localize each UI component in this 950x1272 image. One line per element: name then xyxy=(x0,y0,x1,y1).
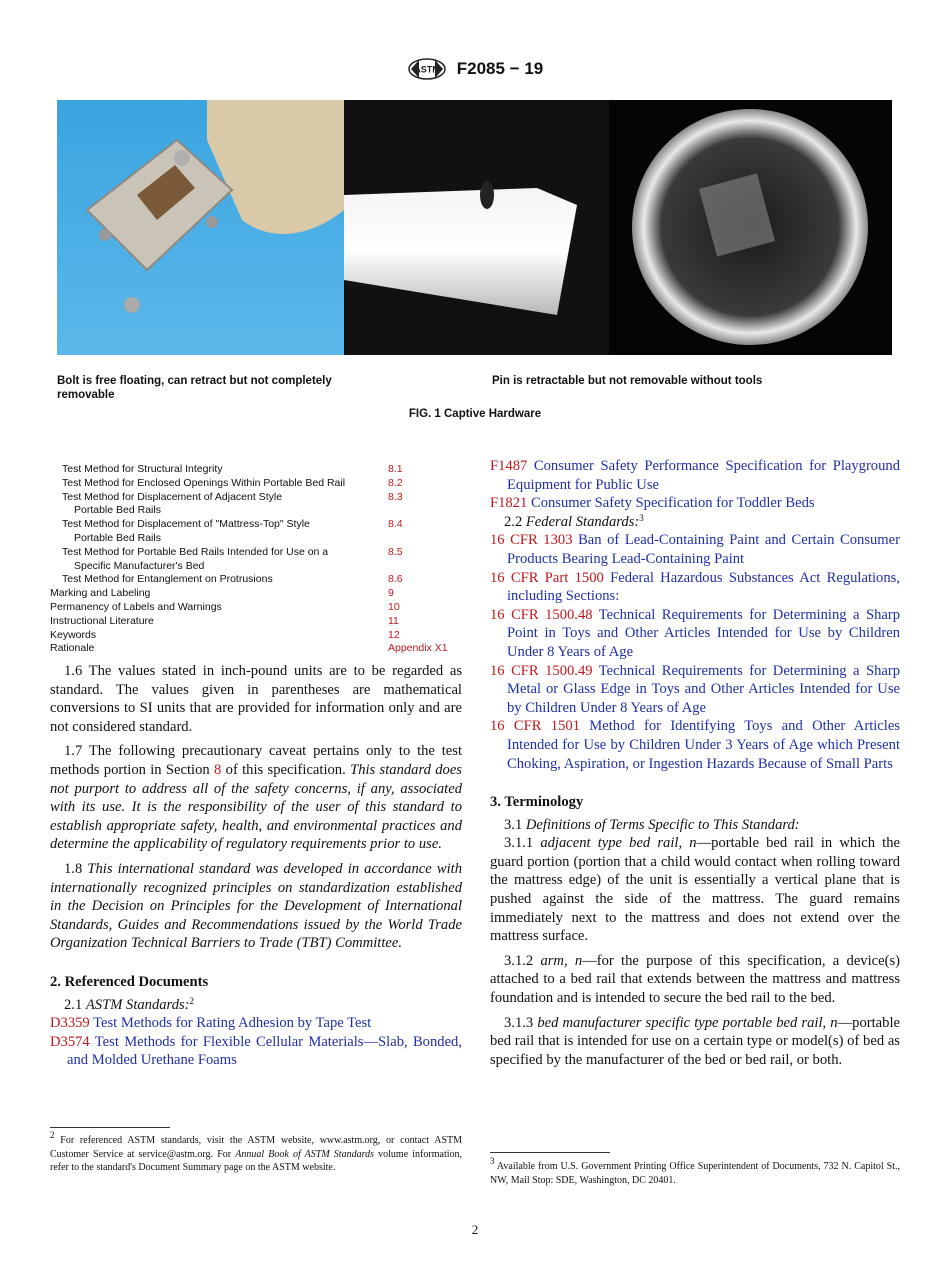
paragraph-1-7: 1.7 The following precautionary caveat pertains only to the test methods portion in Section 8 of this specification. This standard does not purport to address all of the safety concerns, if any, associated with its use. It is the responsibility of the user of this standard to establish appropriate safety, health, and environmental practices and determine the applicability of regulatory requirements prior to use. xyxy=(50,743,462,853)
reference-code-link[interactable]: 16 CFR 1500.48 xyxy=(490,606,593,623)
toc-title: Rationale xyxy=(50,642,95,655)
toc-row xyxy=(50,518,470,532)
toc-list xyxy=(50,463,470,656)
figure-caption-right: Pin is retractable but not removable without tools xyxy=(492,375,763,387)
paragraph-3-1-2: 3.1.2 arm, n—for the purpose of this specification, a device(s) attached to a bed rail that extends between the mattress and mattress foundation and is intended to secure the bed rail to the bed. xyxy=(490,952,901,1007)
toc-title: Test Method for Portable Bed Rails Intended for Use on a xyxy=(62,545,329,558)
toc-section-link[interactable]: 10 xyxy=(388,600,400,613)
reference-item xyxy=(490,662,900,718)
toc-section-link[interactable]: 11 xyxy=(388,614,399,627)
reference-code-link[interactable]: D3574 xyxy=(50,1033,90,1050)
reference-title-link[interactable]: Technical Requirements for Determining a Sharp Metal or Glass Edge in Toys and Other Articles Intended for Use by Children Under 8 Years of Age xyxy=(507,662,901,716)
toc-title: Portable Bed Rails xyxy=(74,504,161,517)
toc-title: Test Method for Structural Integrity xyxy=(62,463,223,475)
toc-row xyxy=(50,629,470,643)
toc-section-link[interactable]: 8.3 xyxy=(388,490,403,503)
toc-section-link[interactable]: 8.1 xyxy=(388,463,403,475)
toc-title: Permanency of Labels and Warnings xyxy=(50,600,222,613)
toc-section-link[interactable]: 8.6 xyxy=(388,573,403,586)
reference-code-link[interactable]: D3359 xyxy=(50,1015,90,1032)
reference-code-link[interactable]: F1821 xyxy=(490,495,528,512)
toc-title: Instructional Literature xyxy=(50,614,154,627)
figure-title: FIG. 1 Captive Hardware xyxy=(408,408,542,420)
astm-references xyxy=(50,1014,462,1070)
toc-section-link[interactable]: 8.5 xyxy=(388,545,403,558)
toc-row xyxy=(50,491,470,505)
reference-title-link[interactable]: Ban of Lead-Containing Paint and Certain Consumer Products Bearing Lead-Containing Paint xyxy=(507,532,900,567)
toc-row xyxy=(50,463,470,477)
section-2-heading: 2. Referenced Documents xyxy=(50,973,209,990)
federal-references xyxy=(490,531,900,773)
toc-row xyxy=(50,504,470,518)
toc-title: Test Method for Displacement of "Mattress-Top" Style xyxy=(62,518,310,531)
reference-item xyxy=(490,717,900,773)
reference-item xyxy=(490,606,900,662)
paragraph-3-1-1: 3.1.1 adjacent type bed rail, n—portable bed rail in which the guard portion (portion that a child would contact when rolling toward the mattress edge) of the unit is essentially a vertical plane that is pushed against the side of the mattress. The guard remains immediately next to the mattress and does not extend over the mattress surface. xyxy=(490,835,900,945)
toc-row xyxy=(50,477,470,491)
reference-title-link[interactable]: Test Methods for Rating Adhesion by Tape Test xyxy=(93,1015,372,1032)
section-8-link[interactable]: 8 xyxy=(214,761,222,778)
toc-row xyxy=(50,573,470,587)
paragraph-3-1-3: 3.1.3 bed manufacturer specific type portable bed rail, n—portable bed rail that is intended for use on a certain type or model(s) of bed as specified by the manufacturer of the bed or bed rail, or both. xyxy=(490,1014,900,1068)
reference-code-link[interactable]: 16 CFR 1303 xyxy=(490,532,573,549)
designation: F2085 − 19 xyxy=(456,59,544,78)
reference-item xyxy=(490,531,900,568)
footnote-3: $^3$ Available from U.S. Government Printing Office Superintendent of Documents, 732 N. Capitol St., NW, Mail Stop: SDE, Washington, DC 20401. xyxy=(490,1156,900,1186)
reference-item xyxy=(490,494,900,513)
right-column xyxy=(490,457,900,1069)
photo-tube-end xyxy=(609,100,892,355)
svg-text:ASTM: ASTM xyxy=(414,64,440,75)
toc-row xyxy=(50,601,470,615)
reference-title-link[interactable]: Technical Requirements for Determining a Sharp Point in Toys and Other Articles Intended for Use by Children Under 8 Years of Age xyxy=(507,606,901,660)
footnote-rule-left xyxy=(50,1127,170,1128)
paragraph-2-2: 2.2 Federal Standards:$^3$ xyxy=(504,512,644,530)
reference-item xyxy=(490,569,900,606)
toc-row xyxy=(50,546,470,560)
page-header xyxy=(0,58,950,84)
reference-title-link[interactable]: Federal Hazardous Substances Act Regulations, including Sections: xyxy=(507,569,900,605)
reference-title-link[interactable]: Method for Identifying Toys and Other Articles Intended for Use by Children Under 3 Years of Age which Present Choking, Aspiration, or Ingestion Hazards Because of Small Parts xyxy=(507,718,900,772)
toc-row xyxy=(50,587,470,601)
toc-section-link[interactable]: 9 xyxy=(388,587,394,600)
toc-section-link[interactable]: 12 xyxy=(388,628,400,641)
toc-title: Test Method for Entanglement on Protrusions xyxy=(62,573,273,586)
reference-title-link[interactable]: Test Methods for Flexible Cellular Materials—Slab, Bonded, and Molded Urethane Foams xyxy=(67,1033,462,1069)
toc-title: Marking and Labeling xyxy=(50,587,151,600)
toc-section-link[interactable]: Appendix X1 xyxy=(388,642,448,655)
toc-row xyxy=(50,532,470,546)
reference-item xyxy=(490,457,900,494)
astm-logo xyxy=(407,58,447,80)
toc-section-link[interactable]: 8.4 xyxy=(388,518,403,531)
reference-code-link[interactable]: 16 CFR 1501 xyxy=(490,718,580,735)
figure-photos xyxy=(57,100,892,355)
toc-title: Keywords xyxy=(50,628,97,641)
toc-title: Test Method for Enclosed Openings Within Portable Bed Rail xyxy=(62,476,346,489)
reference-code-link[interactable]: F1487 xyxy=(490,458,528,474)
section-3-heading: 3. Terminology xyxy=(490,794,584,811)
toc-title: Test Method for Displacement of Adjacent Style xyxy=(62,490,283,503)
paragraph-1-6: 1.6 The values stated in inch-pound units are to be regarded as standard. The values given in parentheses are mathematical conversions to SI units that are provided for information only and are not considered standard. xyxy=(50,663,462,735)
reference-code-link[interactable]: 16 CFR Part 1500 xyxy=(490,569,604,586)
figure-caption-left: Bolt is free floating, can retract but not completely removable xyxy=(57,375,332,401)
toc-section-link[interactable]: 8.2 xyxy=(388,476,403,489)
astm-references-cont xyxy=(490,457,900,513)
toc-title: Specific Manufacturer's Bed xyxy=(74,559,205,572)
reference-code-link[interactable]: 16 CFR 1500.49 xyxy=(490,662,593,679)
reference-title-link[interactable]: Consumer Safety Performance Specification for Playground Equipment for Public Use xyxy=(507,458,900,493)
toc-row xyxy=(50,615,470,629)
toc-row xyxy=(50,560,470,574)
footnote-2: $^2$ For referenced ASTM standards, visit the ASTM website, www.astm.org, or contact ASTM Customer Service at service@astm.org. For Annual Book of ASTM Standards volume information, refer to the standard's Document Summary page on the ASTM website. xyxy=(50,1130,462,1174)
paragraph-2-1: 2.1 ASTM Standards:$^2$ xyxy=(64,995,195,1013)
toc-title: Portable Bed Rails xyxy=(74,531,161,544)
footnote-rule-right xyxy=(490,1152,610,1153)
toc-row xyxy=(50,642,470,656)
left-column xyxy=(50,662,462,1070)
reference-title-link[interactable]: Consumer Safety Specification for Toddler Beds xyxy=(530,495,815,512)
reference-item xyxy=(50,1033,462,1070)
reference-item xyxy=(50,1014,462,1033)
page-number: 2 xyxy=(471,1222,479,1237)
photo-bolt-bracket xyxy=(57,100,344,355)
paragraph-1-8: 1.8 This international standard was developed in accordance with internationally recognized principles on standardization established in the Decision on Principles for the Development of International Standards, Guides and Recommendations issued by the World Trade Organization Technical Barriers to Trade (TBT) Committee. xyxy=(50,860,463,952)
paragraph-3-1: 3.1 Definitions of Terms Specific to This Standard: xyxy=(504,816,800,833)
photo-tube-pin xyxy=(344,100,609,355)
